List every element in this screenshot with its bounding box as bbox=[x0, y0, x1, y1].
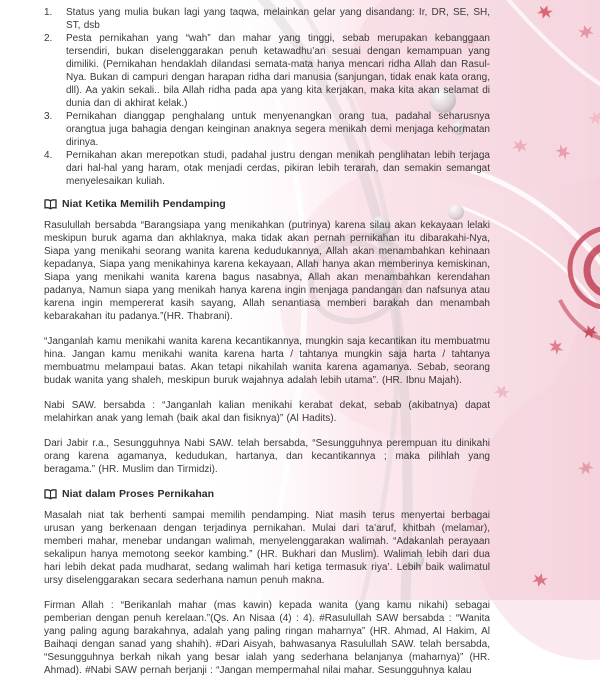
paragraph: Nabi SAW. bersabda : “Janganlah kalian menikahi kerabat dekat, sebab (akibatnya) dapat melahirkan anak yang lemah (baik akal dan fisiknya)” (Al Hadits). bbox=[44, 400, 490, 424]
open-book-icon bbox=[44, 199, 57, 210]
list-number: 4. bbox=[44, 150, 53, 161]
numbered-list bbox=[44, 6, 490, 188]
list-item bbox=[44, 149, 490, 188]
section-title: Niat dalam Proses Pernikahan bbox=[62, 488, 215, 500]
paragraph: Dari Jabir r.a., Sesungguhnya Nabi SAW. telah bersabda, “Sesungguhnya perempuan itu dinikahi orang karena agamanya, kedudukan, hartanya, dan kecantikannya ; maka pilihlah yang beragama.” (HR. Muslim dan Tirmidzi). bbox=[44, 438, 490, 475]
list-text: Pernikahan dianggap penghalang untuk menyenangkan orang tua, padahal seharusnya orangtua juga bahagia dengan keinginan anaknya segera menikah demi menjaga kehormatan dirinya. bbox=[66, 111, 490, 148]
section-title: Niat Ketika Memilih Pendamping bbox=[62, 198, 226, 210]
list-item bbox=[44, 110, 490, 149]
list-text: Pesta pernikahan yang “wah” dan mahar yang tinggi, sebab merupakan kebanggaan tersendiri, bukan diselenggarakan penuh ketawadhu’an sesuai dengan kemampuan yang dimiliki. (Pernikahan hendaklah dilandasi semata-mata hanya mencari ridha Allah dan Rasul-Nya. Bukan di campuri dengan harapan ridha dari manusia (sanjungan, tidak enak kata orang, dll). Aa yakin sekali.. bila Allah ridha pada apa yang kita kerjakan, maka kita akan selamat di dunia dan di akhirat kelak.) bbox=[66, 33, 490, 109]
list-text: Status yang mulia bukan lagi yang taqwa, melainkan gelar yang disandang: Ir, DR, SE, SH, ST, dsb bbox=[66, 7, 490, 31]
open-book-icon bbox=[44, 489, 57, 500]
paragraph: “Janganlah kamu menikahi wanita karena kecantikannya, mungkin saja kecantikan itu membuatmu hina. Jangan kamu menikahi wanita karena harta / tahtanya mungkin saja harta / tahtanya membuatmu melampaui batas. Akan tetapi nikahilah wanita karena agamanya. Sebab, seorang budak wanita yang shaleh, meskipun buruk wajahnya adalah lebih utama”. (HR. Ibnu Majah). bbox=[44, 336, 490, 386]
paragraph: Masalah niat tak berhenti sampai memilih pendamping. Niat masih terus menyertai berbagai urusan yang berkenaan dengan terjadinya pernikahan. Mulai dari ta’aruf, khitbah (melamar), memberi mahar, menebar undangan walimah, menyelenggarakan walimah. “Adakanlah perayaan sekalipun hanya memotong seekor kambing.” (HR. Bukhari dan Muslim). Walimah lebih dari dua hari lebih dekat pada mudharat, sedang walimah hari ketiga termasuk riya’. Lebih baik walimatul ursy diselenggarakan secara sederhana namun penuh makna. bbox=[44, 510, 490, 586]
list-number: 3. bbox=[44, 111, 53, 122]
paragraph: Firman Allah : “Berikanlah mahar (mas kawin) kepada wanita (yang kamu nikahi) sebagai pemberian dengan penuh kerelaan.”(Qs. An Nisaa (4) : 4). #Rasulullah SAW bersabda : “Wanita yang paling agung barakahnya, adalah yang paling ringan maharnya” (HR. Ahmad, Al Hakim, Al Baihaqi dengan sanad yang shahih). #Dari Aisyah, bahwasanya Rasulullah SAW. telah bersabda, “Sesungguhnya berkah nikah yang besar ialah yang sederhana belanjanya (maharnya)” (HR. Ahmad). #Nabi SAW pernah berjanji : “Jangan mempermahal nilai mahar. Sesungguhnya kalau bbox=[44, 600, 490, 676]
list-item bbox=[44, 32, 490, 110]
section-heading-choosing-partner bbox=[44, 198, 490, 211]
list-number: 1. bbox=[44, 7, 53, 18]
list-text: Pernikahan akan merepotkan studi, padahal justru dengan menikah penglihatan lebih terjaga dari hal-hal yang haram, otak menjadi cerdas, pikiran lebih terarah, dan semakin semangat menyelesaikan kuliah. bbox=[66, 150, 490, 187]
list-item bbox=[44, 6, 490, 32]
list-number: 2. bbox=[44, 33, 53, 44]
section-heading-marriage-process bbox=[44, 488, 490, 501]
paragraph: Rasulullah bersabda “Barangsiapa yang menikahkan (putrinya) karena silau akan kekayaan lelaki meskipun buruk agama dan akhlaknya, maka tidak akan pernah pernikahan itu dibarakahi-Nya, Siapa yang menikahi seorang wanita karena kedudukannya, Allah akan menambahkan kehinaan kepadanya, Siapa yang menikahinya karena kekayaan, Allah hanya akan memberinya kemiskinan, Siapa yang menikahi wanita karena bagus nasabnya, Allah akan menambahkan kerendahan padanya, Namun siapa yang menikah hanya karena ingin menjaga pandangan dan nafsunya atau karena ingin mempererat kasih sayang, Allah senantiasa memberi barakah dan menambah kebarakahan itu padanya.”(HR. Thabrani). bbox=[44, 220, 490, 322]
